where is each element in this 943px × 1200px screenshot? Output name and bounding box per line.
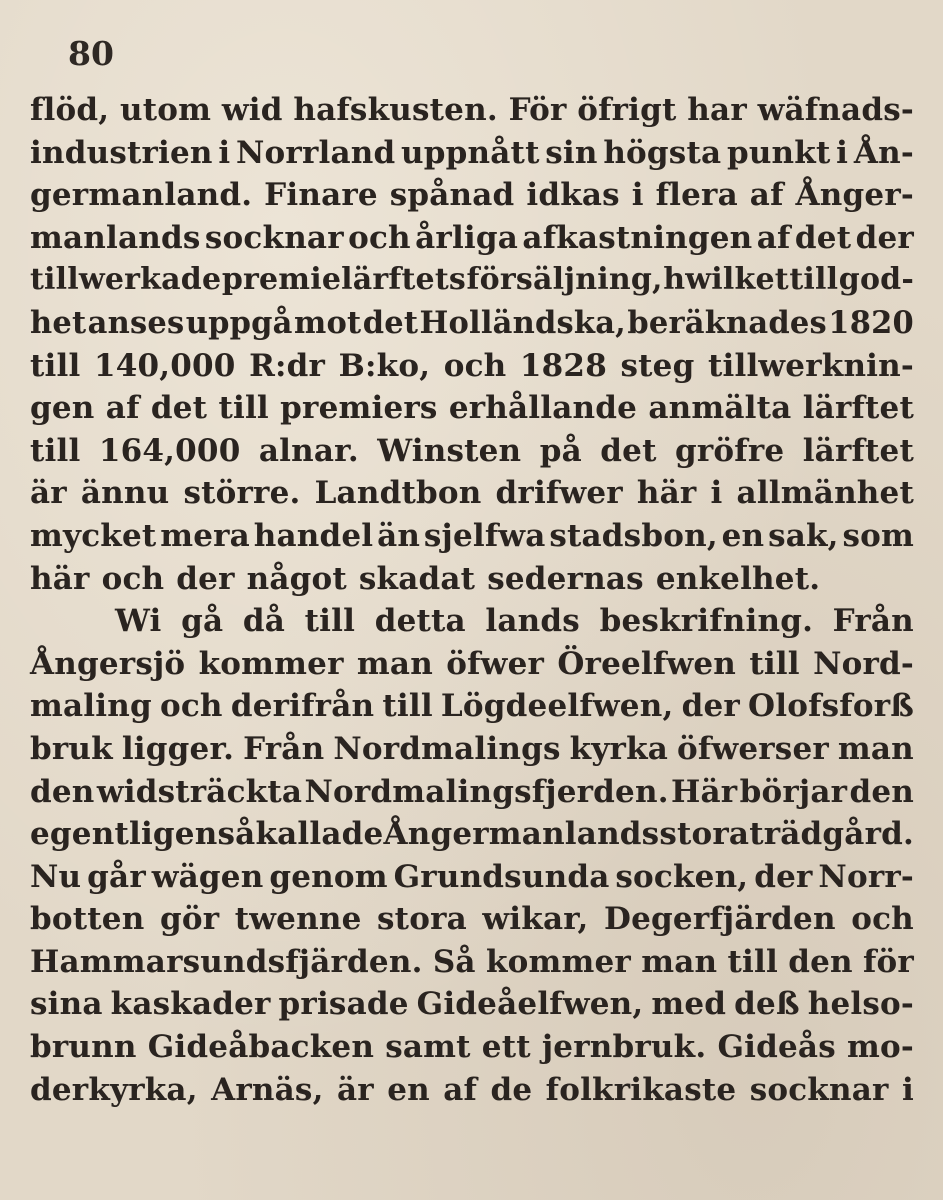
word: kommer xyxy=(485,943,631,980)
word: med xyxy=(651,986,727,1023)
word: gen xyxy=(30,390,95,427)
text-line xyxy=(30,603,914,646)
word: manlands xyxy=(30,219,201,256)
word: mot xyxy=(294,304,362,341)
body-text xyxy=(30,92,914,1114)
word: börjar xyxy=(739,773,848,810)
text-line xyxy=(30,646,914,689)
word: stora xyxy=(659,816,750,853)
word: Ån- xyxy=(853,134,914,171)
text-line xyxy=(30,731,914,774)
word: afkastningen xyxy=(522,219,753,256)
text-line xyxy=(30,986,914,1029)
word: de xyxy=(490,1071,533,1108)
word: och xyxy=(348,219,411,256)
text-line xyxy=(30,688,914,731)
word: Gideåbacken xyxy=(147,1029,375,1066)
word: den xyxy=(849,773,914,810)
word: årliga xyxy=(415,219,519,256)
word: botten xyxy=(30,901,145,938)
word: den xyxy=(788,943,853,980)
word: het xyxy=(30,304,87,341)
word: ligger. xyxy=(121,730,235,767)
word: twenne xyxy=(234,901,362,938)
word: Här xyxy=(671,773,738,810)
word: som xyxy=(842,517,914,554)
word: idkas xyxy=(526,177,620,214)
word: genom xyxy=(269,858,388,895)
word: Så xyxy=(432,943,476,980)
word: i xyxy=(710,475,723,512)
word: egentligen xyxy=(30,816,218,853)
word: man xyxy=(356,645,433,682)
word: det xyxy=(600,432,657,469)
word: jernbruk. xyxy=(541,1029,707,1066)
word: det xyxy=(362,304,419,341)
word: Nu xyxy=(30,858,82,895)
word: 1820 xyxy=(828,304,914,341)
word: Nordmalingsfjerden. xyxy=(304,773,669,810)
text-line xyxy=(30,135,914,178)
word: Ånger- xyxy=(795,177,914,214)
word: till xyxy=(382,688,433,725)
word: till xyxy=(749,645,800,682)
word: sina xyxy=(30,986,103,1023)
word: öfwer xyxy=(446,645,545,682)
word: till xyxy=(218,390,269,427)
word: lärftet xyxy=(802,432,914,469)
word: bruk xyxy=(30,730,113,767)
word: beskrifning. xyxy=(599,603,814,640)
word: går xyxy=(87,858,146,895)
word: det xyxy=(794,219,852,256)
word: då xyxy=(242,603,286,640)
word: för xyxy=(862,943,914,980)
text-line xyxy=(30,901,914,944)
word: enkelhet. xyxy=(655,560,821,597)
word: flera xyxy=(655,177,738,214)
word: Landtbon xyxy=(314,475,482,512)
word: Från xyxy=(243,730,325,767)
word: har xyxy=(687,92,747,128)
word: Holländska, xyxy=(419,304,626,341)
text-line xyxy=(30,262,914,305)
word: kallade xyxy=(255,816,384,853)
text-line xyxy=(30,475,914,518)
word: till xyxy=(30,347,81,384)
word: öfrigt xyxy=(577,92,677,128)
word: högsta xyxy=(603,134,722,171)
word: till xyxy=(304,603,356,640)
word: R:dr xyxy=(249,347,326,384)
word: och xyxy=(851,901,914,938)
word: sedernas xyxy=(487,560,644,597)
word: socknar xyxy=(749,1071,889,1108)
word: en xyxy=(721,517,765,554)
word: 1828 xyxy=(519,347,607,384)
word: helso- xyxy=(807,986,914,1023)
word: kommer xyxy=(198,645,344,682)
word: Arnäs, xyxy=(211,1071,324,1108)
word: öfwerser xyxy=(677,730,829,767)
word: Från xyxy=(832,603,914,640)
word: socken, xyxy=(615,858,749,895)
word: utom xyxy=(120,92,212,128)
word: tillwerkade xyxy=(30,262,222,298)
text-line xyxy=(30,816,914,859)
word: god- xyxy=(838,262,914,298)
word: derkyrka, xyxy=(30,1071,198,1108)
word: deß xyxy=(734,986,800,1023)
word: widsträckta xyxy=(96,773,303,810)
word: ännu xyxy=(80,475,170,512)
word: man xyxy=(641,943,718,980)
text-line xyxy=(30,944,914,987)
text-line xyxy=(30,774,914,817)
word: lärftet xyxy=(802,390,914,427)
word: och xyxy=(101,560,165,597)
word: För xyxy=(508,92,567,128)
word: wäfnads- xyxy=(757,92,914,128)
word: kaskader xyxy=(110,986,271,1023)
word: en xyxy=(387,1071,430,1108)
word: maling xyxy=(30,688,152,725)
word: är xyxy=(30,475,67,512)
word: gör xyxy=(159,901,220,938)
word: 164,000 xyxy=(98,432,241,469)
word: allmänhet xyxy=(736,475,914,512)
word: Nordmalings xyxy=(333,730,561,767)
word: wägen xyxy=(151,858,264,895)
word: steg xyxy=(620,347,695,384)
word: till xyxy=(789,262,839,298)
word: 140,000 xyxy=(93,347,236,384)
word: sjelfwa xyxy=(423,517,546,554)
word: Ångersjö xyxy=(30,645,186,682)
word: der xyxy=(754,858,813,895)
text-line xyxy=(30,561,914,604)
page-number: 80 xyxy=(68,34,114,73)
word: skadat xyxy=(358,560,476,597)
word: alnar. xyxy=(258,432,359,469)
word: prisade xyxy=(278,986,409,1023)
word: mo- xyxy=(846,1029,914,1066)
word: och xyxy=(443,347,507,384)
text-line xyxy=(30,1072,914,1115)
word: Gideås xyxy=(717,1029,836,1066)
word: Degerfjärden xyxy=(604,901,836,938)
word: Wi xyxy=(115,603,162,640)
word: Gideåelfwen, xyxy=(416,986,644,1023)
word: sak, xyxy=(768,517,839,554)
word: Nord- xyxy=(813,645,914,682)
text-line xyxy=(30,390,914,433)
word: den xyxy=(30,773,95,810)
word: ett xyxy=(481,1029,531,1066)
word: här xyxy=(636,475,697,512)
word: uppgå xyxy=(185,304,293,341)
word: Winsten xyxy=(377,432,522,469)
text-line xyxy=(30,433,914,476)
word: B:ko, xyxy=(338,347,431,384)
word: wid xyxy=(221,92,283,128)
text-line xyxy=(30,348,914,391)
text-line xyxy=(30,220,914,263)
word: stadsbon, xyxy=(549,517,718,554)
word: stora xyxy=(377,901,467,938)
word: premiers xyxy=(280,390,438,427)
word: socknar xyxy=(204,219,344,256)
word: och xyxy=(159,688,223,725)
word: är xyxy=(336,1071,374,1108)
word: i xyxy=(836,134,849,171)
word: Norrland xyxy=(236,134,396,171)
word: lands xyxy=(485,603,580,640)
text-line xyxy=(30,92,914,135)
word: sin xyxy=(545,134,598,171)
word: anmälta xyxy=(648,390,792,427)
word: här xyxy=(30,560,90,597)
word: något xyxy=(246,560,347,597)
word: der xyxy=(855,219,914,256)
word: Norr- xyxy=(818,858,914,895)
word: Grundsunda xyxy=(393,858,610,895)
word: Hammarsundsfjärden. xyxy=(30,943,423,980)
word: germanland. xyxy=(30,177,253,214)
text-line xyxy=(30,859,914,902)
word: flöd, xyxy=(30,92,110,128)
word: brunn xyxy=(30,1029,137,1066)
text-line xyxy=(30,518,914,561)
word: så xyxy=(217,816,256,853)
word: mycket xyxy=(30,517,157,554)
word: hwilket xyxy=(663,262,789,298)
word: anses xyxy=(87,304,185,341)
word: af xyxy=(105,390,140,427)
word: af xyxy=(749,177,784,214)
word: premielärftets xyxy=(221,262,466,298)
word: Öreelfwen xyxy=(557,645,736,682)
word: af xyxy=(443,1071,478,1108)
word: än xyxy=(377,517,421,554)
word: hafskusten. xyxy=(293,92,498,128)
word: drifwer xyxy=(495,475,623,512)
word: spånad xyxy=(389,177,515,214)
word: derifrån xyxy=(230,688,375,725)
word: af xyxy=(756,219,791,256)
word: trädgård. xyxy=(749,816,914,853)
word: Olofsforß xyxy=(748,688,914,725)
word: man xyxy=(837,730,914,767)
word: kyrka xyxy=(569,730,669,767)
word: industrien xyxy=(30,134,213,171)
word: wikar, xyxy=(482,901,589,938)
text-line xyxy=(30,1029,914,1072)
word: i xyxy=(218,134,231,171)
word: folkrikaste xyxy=(545,1071,737,1108)
word: större. xyxy=(183,475,301,512)
word: handel xyxy=(253,517,374,554)
word: Ångermanlands xyxy=(383,816,660,853)
word: tillwerknin- xyxy=(707,347,914,384)
word: gröfre xyxy=(675,432,785,469)
word: till xyxy=(30,432,81,469)
word: försäljning, xyxy=(466,262,663,298)
word: på xyxy=(539,432,582,469)
word: punkt xyxy=(726,134,831,171)
word: erhållande xyxy=(448,390,638,427)
word: i xyxy=(901,1071,914,1108)
word: mera xyxy=(160,517,250,554)
word: till xyxy=(727,943,778,980)
word: uppnått xyxy=(401,134,540,171)
word: der xyxy=(176,560,235,597)
word: beräknades xyxy=(627,304,827,341)
word: i xyxy=(631,177,644,214)
word: Lögdeelfwen, xyxy=(440,688,674,725)
word: samt xyxy=(385,1029,471,1066)
word: Finare xyxy=(264,177,378,214)
text-line xyxy=(30,177,914,220)
word: det xyxy=(150,390,208,427)
word: der xyxy=(681,688,740,725)
word: detta xyxy=(374,603,466,640)
word: gå xyxy=(181,603,224,640)
text-line xyxy=(30,305,914,348)
